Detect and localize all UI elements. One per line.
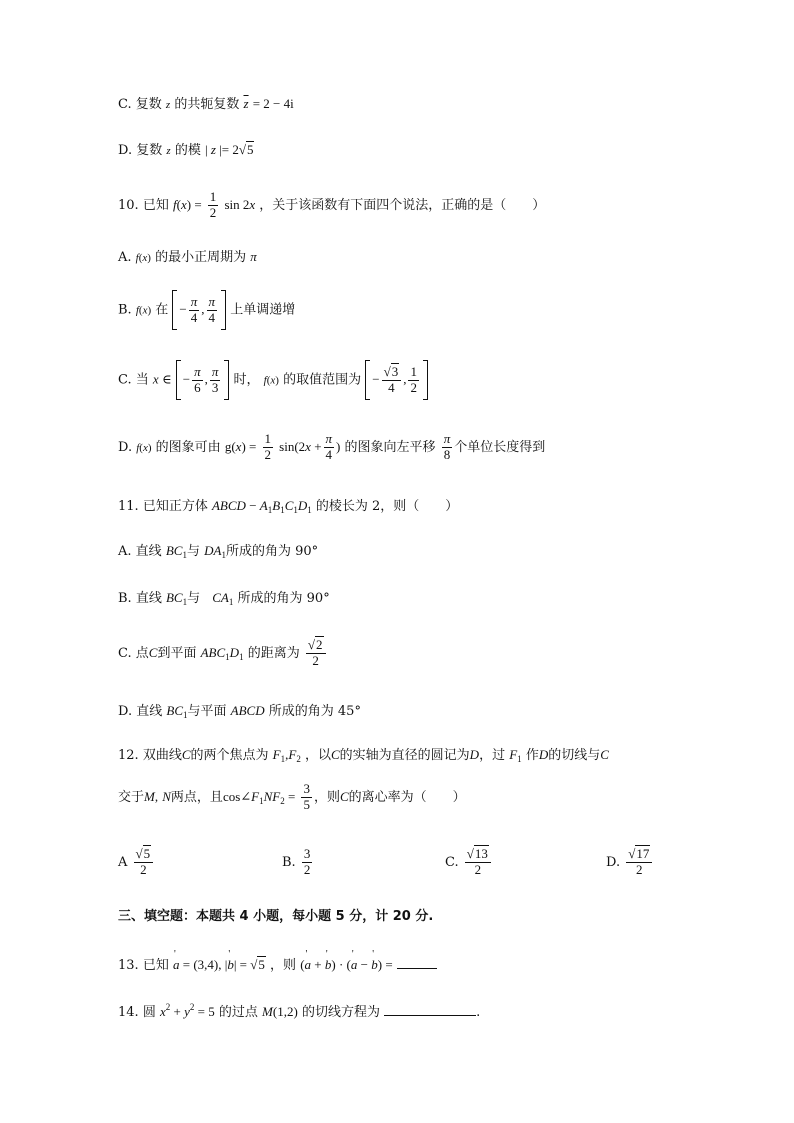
question-13: 13. 已知 ' a = (3,4), |' b| = √5 ，则 (' a + ' b) · (' a − ' b) = [118, 958, 437, 972]
option-9d: D. 复数 z 的模 | z |= 2√5 [118, 142, 254, 158]
question-number: 13. [118, 958, 139, 973]
question-10: 10. 已知 f(x) = $\frac{1}{2}$ sin 2x ，关于该函数有下面四个说法，正确的是（ ） [118, 189, 546, 220]
section-3-heading: 三、填空题：本题共 4 小题，每小题 5 分，计 20 分. [118, 909, 434, 924]
option-9c: C. 复数 z 的共轭复数 $\overline{z} = 2 - 4i$ [118, 96, 294, 112]
question-12: 12. 双曲线C的两个焦点为 $F_1,F_2$ ，以C的实轴为直径的圆记为D，过 $F_1$ 作D的切线与C [118, 747, 609, 764]
option-12c: C. $\frac{√13}{2}$ [445, 847, 493, 878]
question-12-line2: 交于M, N两点，且$\cos\angle F_1NF_2$ = $\frac{3}{5}$ ，则C的离心率为（ ） [118, 781, 466, 812]
answer-blank[interactable] [397, 967, 437, 969]
option-11a: A. 直线 $BC_1$与 $DA_1$所成的角为 90° [118, 543, 319, 560]
option-10b: B. f(x) 在 − $\frac{\pi}{4}$ , $\frac{\pi}{4}$ 上单调递增 [118, 290, 295, 330]
question-14: 14. 圆 $x^2 + y^2 = 5$ 的过点 M(1,2) 的切线方程为 . [118, 1002, 481, 1020]
option-label: D. [118, 143, 133, 158]
answer-blank[interactable] [384, 1014, 476, 1016]
option-11d: D. 直线 $BC_1$与平面 ABCD 所成的角为 45° [118, 703, 361, 720]
question-number: 10. [118, 197, 139, 213]
option-10a: A. f(x) 的最小正周期为 π [118, 249, 257, 265]
question-11: 11. 已知正方体 ABCD − $A_1B_1C_1D_1$ 的棱长为 2，则（ ） [118, 498, 459, 515]
option-12a: A $\frac{√5}{2}$ [118, 847, 155, 878]
option-11b: B. 直线 $BC_1$与 $CA_1$ 所成的角为 90° [118, 590, 330, 607]
option-label: C. [118, 97, 132, 112]
question-number: 11. [118, 499, 139, 514]
option-12d: D. $\frac{√17}{2}$ [606, 847, 654, 878]
option-11c: C. 点C到平面 $ABC_1D_1$ 的距离为 $\frac{√2}{2}$ [118, 638, 328, 669]
fraction-1-2: $\frac{1}{2}$ [209, 189, 217, 220]
option-10d: D. f(x) 的图象可由 g(x) = $\frac{1}{2}$ sin(2x + $\frac{\pi}{4}$ ) 的图象向左平移 $\frac{\pi}{8}$ 个单位长度得到 [118, 431, 546, 462]
question-number: 14. [118, 1005, 139, 1020]
sqrt-5: √5 [238, 142, 254, 157]
option-10c: C. 当 x ∈ − $\frac{\pi}{6}$ , $\frac{\pi}{3}$ 时， f(x) 的取值范围为 − $\frac{√3}{4}$ , $\frac{1}{2}$ [118, 360, 428, 400]
option-12b: B. $\frac{3}{2}$ [282, 846, 311, 877]
question-number: 12. [118, 748, 139, 763]
